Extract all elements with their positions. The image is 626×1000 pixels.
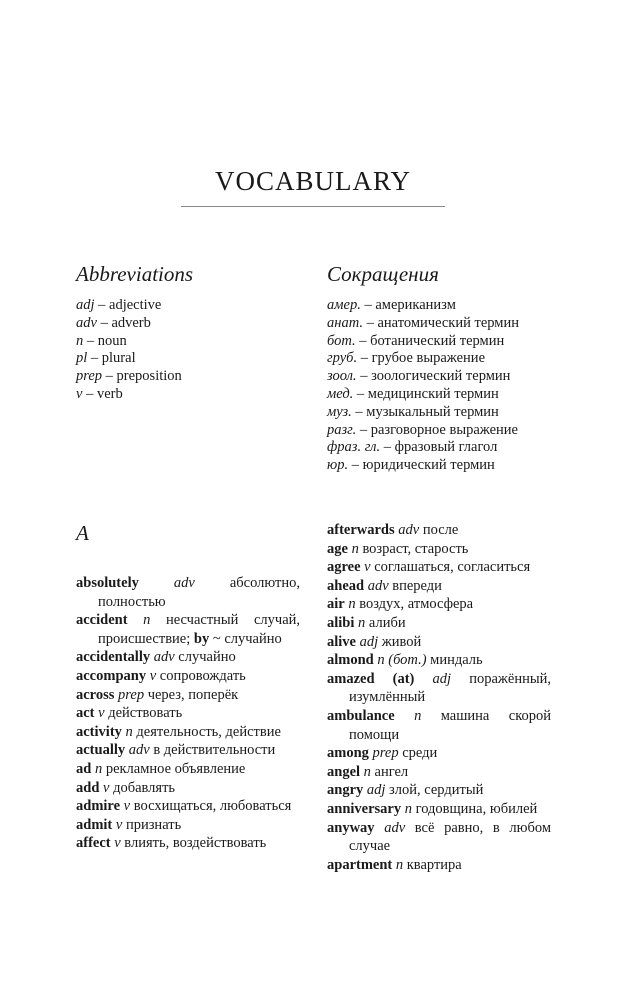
abbreviation-code: груб. [327, 350, 358, 367]
abbreviation-code: prep [76, 368, 103, 385]
entry-part-of-speech: adj [359, 633, 379, 650]
vocabulary-entry [327, 670, 551, 707]
entry-definition: рекламное объявление [105, 760, 246, 777]
entry-word: accompany [76, 667, 147, 684]
entry-definition: среди [402, 745, 438, 762]
abbreviation-meaning: анатомический термин [377, 314, 519, 331]
abbreviation-code: мед. [327, 385, 354, 402]
entry-word: angel [327, 763, 361, 780]
abbreviation-code: разг. [327, 421, 357, 438]
entry-part-of-speech: n [94, 760, 103, 777]
entry-definition: миндаль [430, 652, 483, 669]
entry-definition: впереди [392, 577, 442, 594]
vocabulary-entry [76, 704, 300, 723]
entry-part-of-speech: adv [384, 819, 406, 836]
abbreviation-code: юр. [327, 457, 349, 474]
abbreviation-item: prep – preposition [76, 368, 182, 385]
entry-word: add [76, 779, 100, 796]
abbreviation-item: юр. – юридический термин [327, 457, 495, 474]
entry-part-of-speech: adv [128, 742, 150, 759]
abbreviation-meaning: noun [97, 332, 127, 349]
vocabulary-entry [327, 614, 551, 633]
entry-definition: машина скорой помощи [349, 707, 552, 743]
abbreviation-code: муз. [327, 403, 352, 420]
entry-word: apartment [327, 856, 393, 873]
abbreviation-code: pl [76, 350, 88, 367]
entry-part-of-speech: prep [372, 745, 399, 762]
entry-part-of-speech: n [143, 612, 151, 629]
entry-word: angry [327, 782, 364, 799]
entry-part-of-speech: n [404, 800, 412, 817]
section-letter: A [76, 521, 89, 545]
vocabulary-entry [327, 540, 551, 559]
entry-definition: добавлять [113, 779, 176, 796]
entry-definition: годовщина, юбилей [415, 800, 538, 817]
abbreviation-meaning: медицинский термин [367, 385, 499, 402]
entry-word: almond [327, 652, 374, 669]
vocabulary-entry [327, 595, 551, 614]
vocabulary-entry [327, 819, 551, 856]
entry-part-of-speech: n [395, 856, 404, 873]
entry-part-of-speech: n [348, 596, 356, 613]
entry-phrase-word: by [193, 630, 210, 647]
vocabulary-entry [327, 651, 551, 670]
entry-definition: несчастный случай, происшествие; [98, 612, 301, 647]
entry-part-of-speech: v [98, 705, 105, 722]
entry-definition: в действительности [153, 742, 276, 759]
entry-part-of-speech: adv [367, 577, 389, 594]
vocabulary-entry [76, 723, 300, 742]
vocabulary-entry [327, 633, 551, 652]
entry-part-of-speech: adj [366, 782, 386, 799]
vocabulary-entry [327, 856, 551, 875]
vocabulary-entry [76, 611, 300, 648]
abbreviation-meaning: американизм [375, 297, 456, 313]
entry-part-of-speech: v [103, 779, 110, 796]
vocabulary-entry [76, 574, 300, 611]
title-divider [181, 206, 445, 207]
entry-definition: признать [125, 816, 182, 833]
entry-definition: после [422, 522, 459, 538]
abbreviation-item: груб. – грубое выражение [327, 350, 486, 367]
abbreviation-code: v [76, 385, 83, 402]
entry-definition: соглашаться, соглаcиться [374, 559, 531, 576]
page-title: VOCABULARY [214, 166, 412, 196]
abbreviation-code: n [76, 332, 84, 349]
entry-word: admit [76, 816, 113, 833]
entry-word: ambulance [327, 707, 395, 724]
entry-definition: всё равно, в любом случае [349, 819, 551, 855]
entry-word: anyway [327, 819, 375, 836]
entry-word: absolutely [76, 575, 139, 591]
entry-definition: квартира [406, 856, 462, 873]
entry-part-of-speech: adv [398, 522, 420, 538]
entry-part-of-speech: n [358, 614, 366, 631]
vocabulary-entry [327, 744, 551, 763]
vocabulary-entry [327, 558, 551, 577]
entry-word: afterwards [327, 522, 395, 538]
entry-definition: алиби [368, 614, 406, 631]
abbreviation-item: разг. – разговорное выражение [327, 421, 518, 438]
vocabulary-entry [327, 577, 551, 596]
abbreviation-meaning: разговорное выражение [370, 421, 518, 438]
vocabulary-entry [327, 707, 551, 744]
abbreviation-meaning: adjective [109, 297, 162, 313]
entry-part-of-speech: n [414, 707, 422, 724]
vocabulary-entry [327, 521, 551, 540]
entry-part-of-speech: n (бот.) [377, 652, 427, 669]
entry-word: amazed (at) [327, 670, 415, 687]
abbreviations-heading-en: Abbreviations [76, 262, 194, 286]
entry-part-of-speech: v [149, 667, 157, 684]
entry-word: alive [327, 633, 356, 650]
entry-word: ahead [327, 577, 365, 594]
abbreviation-item: фраз. гл. – фразовый глагол [327, 439, 498, 456]
abbreviation-item: n – noun [76, 332, 127, 349]
entry-word: air [327, 596, 345, 613]
entry-part-of-speech: adv [173, 575, 195, 591]
entry-definition: возраст, старость [362, 540, 469, 557]
vocabulary-entry [76, 834, 300, 853]
entry-definition: деятельность, действие [136, 723, 281, 740]
abbreviation-meaning: ботанический термин [370, 332, 505, 349]
abbreviation-item: зоол. – зоологический термин [327, 368, 511, 385]
entry-part-of-speech: adv [153, 649, 175, 666]
abbreviation-item: мед. – медицинский термин [327, 385, 499, 402]
abbreviation-item: adj – adjective [76, 297, 162, 313]
entry-part-of-speech: n [351, 540, 359, 557]
entry-part-of-speech: v [114, 835, 121, 852]
abbreviation-code: adj [76, 297, 95, 313]
entry-definition: живой [381, 633, 422, 650]
vocabulary-column-right [327, 521, 551, 874]
abbreviation-code: фраз. гл. [327, 439, 381, 456]
abbreviation-code: бот. [327, 332, 356, 349]
entry-definition: восхищаться, любоваться [133, 798, 292, 815]
vocabulary-entry [76, 797, 300, 816]
entry-definition: влиять, воздействовать [124, 835, 267, 852]
vocabulary-entry [327, 763, 551, 782]
entry-definition: через, поперёк [147, 686, 239, 703]
vocabulary-entry [76, 686, 300, 705]
abbreviation-item: v – verb [76, 385, 123, 402]
abbreviation-meaning: грубое выражение [371, 350, 486, 367]
abbreviation-code: adv [76, 314, 97, 331]
entry-word: activity [76, 723, 122, 740]
entry-word: affect [76, 835, 111, 852]
vocabulary-entry [327, 800, 551, 819]
entry-word: across [76, 686, 115, 703]
entry-word: among [327, 745, 369, 762]
abbreviation-meaning: зоологический термин [371, 368, 511, 385]
entry-part-of-speech: v [123, 798, 131, 815]
entry-word: accident [76, 612, 128, 629]
abbreviation-item: муз. – музыкальный термин [327, 403, 499, 420]
vocabulary-entry [76, 760, 300, 779]
abbreviation-meaning: preposition [116, 368, 182, 385]
entry-word: anniversary [327, 800, 402, 817]
vocabulary-entry [327, 781, 551, 800]
entry-word: age [327, 540, 348, 557]
vocabulary-entry [76, 816, 300, 835]
entry-word: act [76, 705, 95, 722]
vocabulary-entry [76, 779, 300, 798]
entry-definition: сопровождать [159, 667, 246, 684]
entry-word: ad [76, 760, 92, 777]
abbreviation-item: pl – plural [76, 350, 136, 367]
entry-part-of-speech: adj [432, 670, 452, 687]
vocabulary-entry [76, 667, 300, 686]
abbreviation-code: зоол. [327, 368, 357, 385]
abbreviations-list-en [76, 297, 182, 404]
abbreviation-meaning: plural [101, 350, 136, 367]
abbreviation-item: амер. – американизм [327, 297, 456, 313]
abbreviation-meaning: музыкальный термин [366, 403, 499, 420]
abbreviations-heading-ru: Сокращения [327, 262, 439, 286]
entry-definition: действовать [108, 705, 183, 722]
abbreviation-meaning: юридический термин [362, 457, 495, 474]
vocabulary-entry [76, 648, 300, 667]
entry-definition: поражённый, изумлённый [349, 670, 551, 706]
entry-word: actually [76, 742, 126, 759]
abbreviations-list-ru [327, 297, 519, 475]
abbreviation-code: анат. [327, 314, 363, 331]
vocabulary-entry [76, 741, 300, 760]
entry-word: admire [76, 798, 121, 815]
entry-part-of-speech: n [363, 763, 371, 780]
abbreviation-meaning: фразовый глагол [394, 439, 498, 456]
entry-word: accidentally [76, 649, 151, 666]
entry-definition: абсолютно, полностью [98, 575, 301, 610]
entry-definition: воздух, атмосфера [359, 596, 474, 613]
entry-word: alibi [327, 614, 355, 631]
entry-part-of-speech: prep [118, 686, 145, 703]
vocabulary-column-left [76, 574, 300, 853]
entry-phrase-definition: ~ случайно [212, 630, 282, 647]
entry-word: agree [327, 559, 361, 576]
entry-definition: случайно [178, 649, 236, 666]
entry-part-of-speech: v [364, 559, 371, 576]
entry-definition: злой, сердитый [389, 782, 484, 799]
entry-part-of-speech: n [125, 723, 133, 740]
abbreviation-item: adv – adverb [76, 314, 151, 331]
entry-definition: ангел [374, 763, 409, 780]
abbreviation-meaning: verb [96, 385, 123, 402]
abbreviation-code: амер. [327, 297, 361, 313]
abbreviation-item: бот. – ботанический термин [327, 332, 505, 349]
entry-part-of-speech: v [115, 816, 123, 833]
abbreviation-item: анат. – анатомический термин [327, 314, 519, 331]
abbreviation-meaning: adverb [111, 314, 151, 331]
